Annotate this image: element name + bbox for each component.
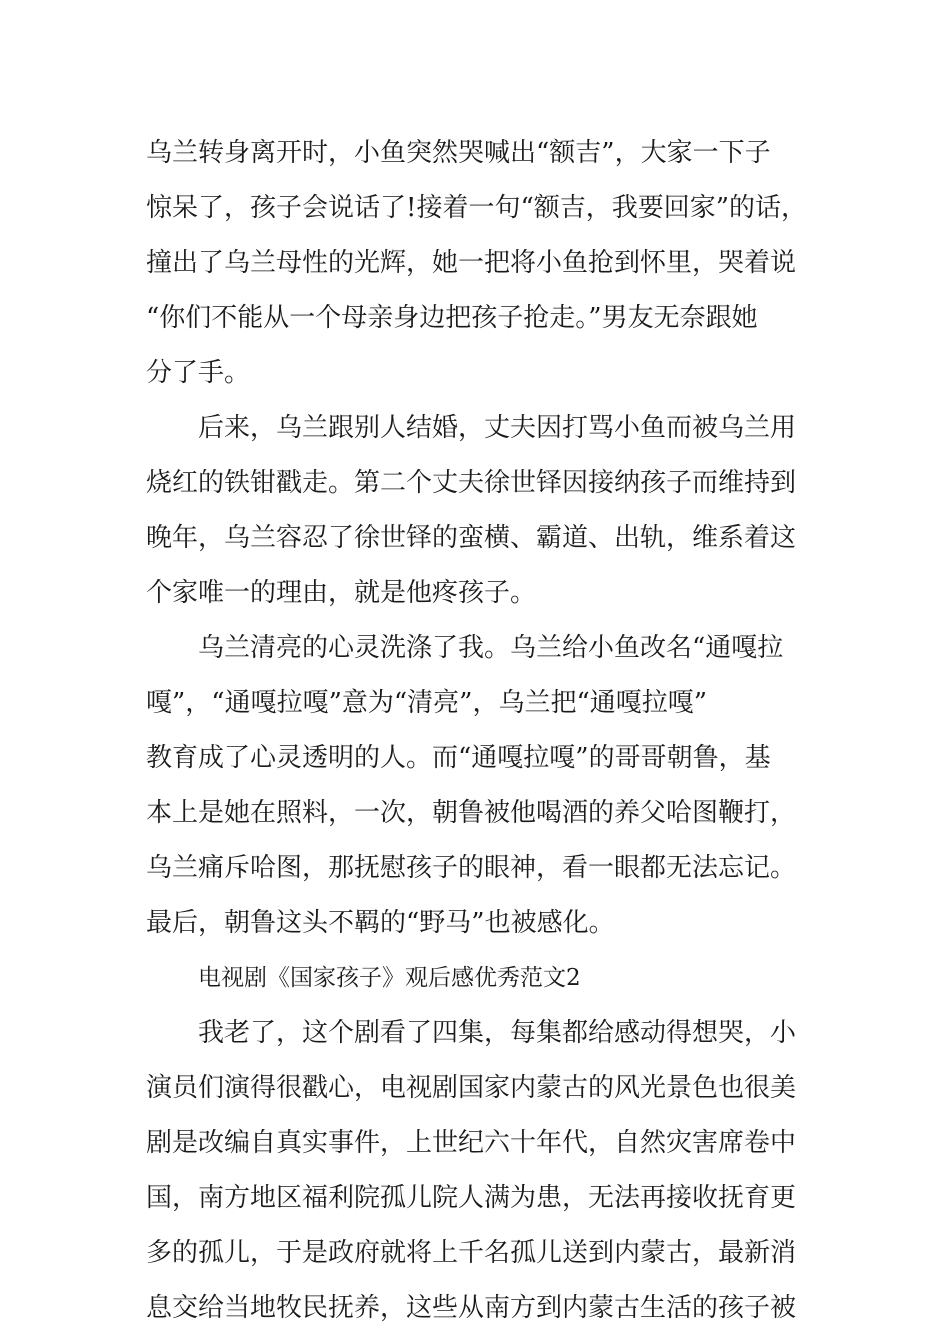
paragraph-1	[146, 126, 836, 401]
text-line: 乌兰转身离开时，小鱼突然哭喊出“额吉”，大家一下子	[146, 138, 771, 168]
text-line: 惊呆了，孩子会说话了!接着一句“额吉，我要回家”的话，	[146, 193, 808, 223]
text-line: 乌兰清亮的心灵洗涤了我。乌兰给小鱼改名“通嘎拉	[198, 633, 784, 663]
text-line: 烧红的铁钳戳走。第二个丈夫徐世铎因接纳孩子而维持到	[146, 468, 797, 498]
text-line: 教育成了心灵透明的人。而“通嘎拉嘎”的哥哥朝鲁，基	[146, 743, 771, 773]
text-line: 嘎”，“通嘎拉嘎”意为“清亮”，乌兰把“通嘎拉嘎”	[146, 688, 708, 718]
text-line: 晚年，乌兰容忍了徐世铎的蛮横、霸道、出轨，维系着这	[146, 523, 797, 553]
text-line: 乌兰痛斥哈图，那抚慰孩子的眼神，看一眼都无法忘记。	[146, 853, 797, 883]
section-heading	[146, 951, 836, 1006]
text-line: 撞出了乌兰母性的光辉，她一把将小鱼抢到怀里，哭着说	[146, 248, 797, 278]
paragraph-2	[146, 401, 836, 621]
text-line: 多的孤儿，于是政府就将上千名孤儿送到内蒙古，最新消	[146, 1238, 797, 1268]
document-body	[146, 126, 836, 1336]
text-line: 演员们演得很戳心，电视剧国家内蒙古的风光景色也很美	[146, 1073, 797, 1103]
text-line: 后来，乌兰跟别人结婚，丈夫因打骂小鱼而被乌兰用	[198, 413, 797, 443]
paragraph-3	[146, 621, 836, 951]
text-line: 剧是改编自真实事件，上世纪六十年代，自然灾害席卷中	[146, 1128, 797, 1158]
text-line: 息交给当地牧民抚养，这些从南方到内蒙古生活的孩子被	[146, 1293, 797, 1323]
text-line: 我老了，这个剧看了四集，每集都给感动得想哭，小	[198, 1018, 797, 1048]
text-line: 国，南方地区福利院孤儿院人满为患，无法再接收抚育更	[146, 1183, 797, 1213]
paragraph-4	[146, 1006, 836, 1336]
text-line: 分了手。	[146, 358, 251, 388]
heading-text: 电视剧《国家孩子》观后感优秀范文2	[198, 965, 581, 991]
text-line: 最后，朝鲁这头不羁的“野马”也被感化。	[146, 908, 615, 938]
text-line: 个家唯一的理由，就是他疼孩子。	[146, 578, 537, 608]
text-line: “你们不能从一个母亲身边把孩子抢走。”男友无奈跟她	[146, 303, 758, 333]
text-line: 本上是她在照料，一次，朝鲁被他喝酒的养父哈图鞭打，	[146, 798, 797, 828]
